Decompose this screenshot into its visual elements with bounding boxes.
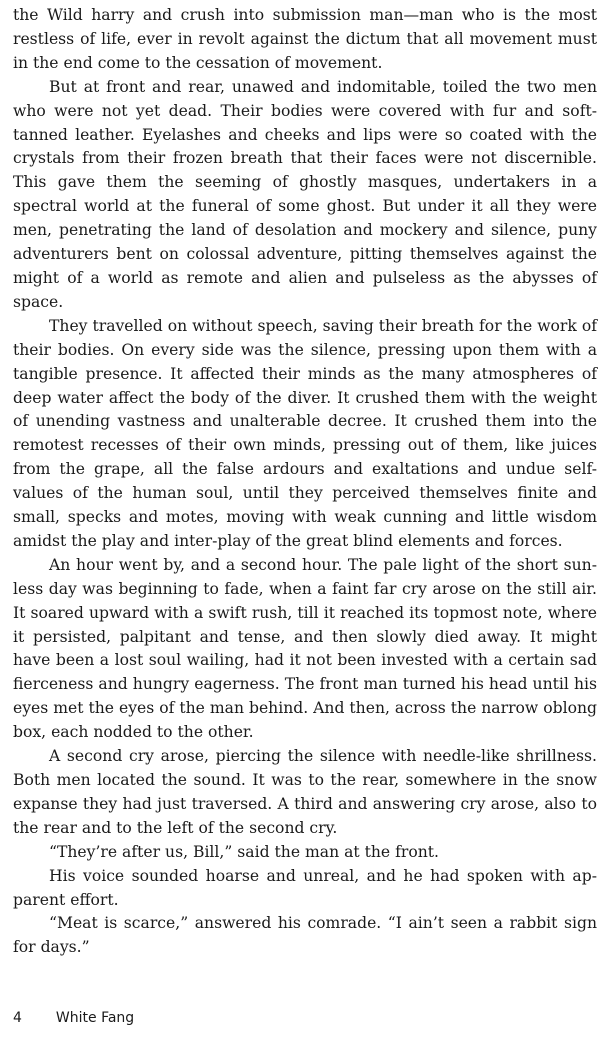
paragraph-7: His voice sounded hoarse and unreal, and he had spoken with apparent effort. bbox=[13, 866, 597, 909]
paragraph-5: A second cry arose, piercing the silence with needle-like shrillness. Both men located the sound. It was to the rear, somewhere in the snow expanse they had just traversed. A third and answering cry arose, also to the rear and to the left of the second cry. bbox=[13, 747, 597, 837]
paragraph-8: “Meat is scarce,” answered his comrade. “I ain’t seen a rabbit sign for days.” bbox=[13, 914, 597, 957]
paragraph-1: the Wild harry and crush into submission man—man who is the most restless of life, ever in revolt against the dictum that all movement must in the end come to the cessation of movement. bbox=[13, 6, 597, 72]
page-body bbox=[13, 4, 597, 960]
paragraph-2: But at front and rear, unawed and indomitable, toiled the two men who were not yet dead. Their bodies were covered with fur and soft-tanned leather. Eyelashes and cheeks and lips were so coated with the crystals from their frozen breath that their faces were not discernible. This gave them the seeming of ghostly masques, undertakers in a spectral world at the funeral of some ghost. But under it all they were men, penetrating the land of desolation and mockery and silence, puny adventurers bent on colossal adventure, pitting themselves against the might of a world as remote and alien and pulseless as the abysses of space. bbox=[13, 77, 597, 311]
paragraph-4: An hour went by, and a second hour. The pale light of the short sunless day was beginning to fade, when a faint far cry arose on the still air. It soared upward with a swift rush, till it reached its topmost note, where it persisted, palpitant and tense, and then slowly died away. It might have been a lost soul wailing, had it not been invested with a certain sad fierceness and hungry eagerness. The front man turned his head until his eyes met the eyes of the man behind. And then, across the narrow oblong box, each nodded to the other. bbox=[13, 555, 597, 742]
paragraph-3: They travelled on without speech, saving their breath for the work of their bodies. On every side was the silence, pressing upon them with a tangible presence. It affected their minds as the many atmospheres of deep water affect the body of the diver. It crushed them with the weight of unending vastness and unalterable decree. It crushed them into the remotest recesses of their own minds, pressing out of them, like juices from the grape, all the false ardours and exaltations and undue self-values of the human soul, until they perceived themselves finite and small, specks and motes, moving with weak cunning and little wisdom amidst the play and inter-play of the great blind elements and forces. bbox=[13, 316, 597, 550]
paragraph-6: “They’re after us, Bill,” said the man at the front. bbox=[49, 842, 439, 861]
page-number: 4 bbox=[13, 1010, 22, 1026]
page-footer bbox=[13, 1010, 134, 1026]
running-title: White Fang bbox=[55, 1010, 135, 1026]
